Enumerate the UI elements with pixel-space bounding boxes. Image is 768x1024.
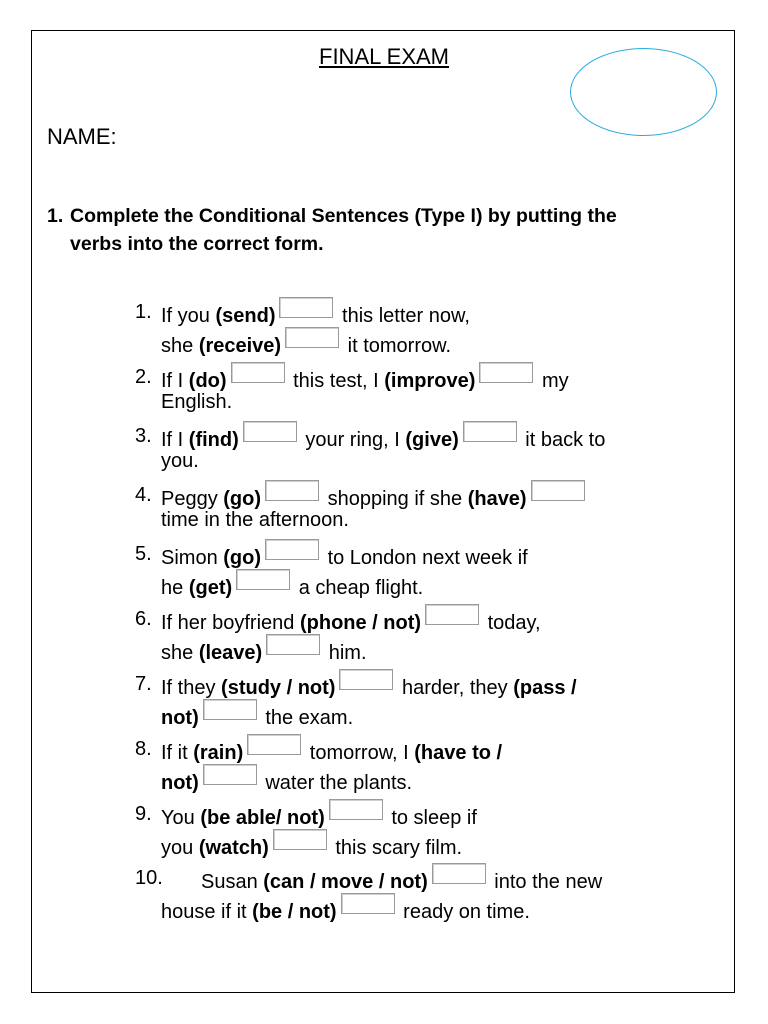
answer-blank[interactable] xyxy=(279,297,333,318)
question-text: you xyxy=(161,837,199,859)
answer-blank[interactable] xyxy=(339,669,393,690)
verb-prompt: (have to / xyxy=(414,742,503,764)
question-number: 10. xyxy=(135,867,163,889)
answer-blank[interactable] xyxy=(425,604,479,625)
verb-prompt: (can / move / not) xyxy=(263,871,428,893)
question-text: water the plants. xyxy=(259,772,413,794)
answer-blank[interactable] xyxy=(265,480,319,501)
answer-blank[interactable] xyxy=(203,699,257,720)
answer-blank[interactable] xyxy=(266,634,320,655)
question-number: 3. xyxy=(135,425,152,447)
verb-prompt: (rain) xyxy=(193,742,244,764)
verb-prompt: (have) xyxy=(467,488,527,510)
question-text: Peggy xyxy=(161,488,224,510)
question-text: your ring, I xyxy=(299,429,406,451)
verb-prompt: not) xyxy=(161,772,199,794)
question-line xyxy=(201,863,602,897)
answer-blank[interactable] xyxy=(341,893,395,914)
verb-prompt: (go) xyxy=(223,547,262,569)
question-text: a cheap flight. xyxy=(293,577,424,599)
question-line xyxy=(161,387,232,417)
question-text: this test, I xyxy=(287,370,385,392)
question-line xyxy=(161,634,367,668)
question-text: it back to xyxy=(519,429,606,451)
question-number: 5. xyxy=(135,543,152,565)
answer-blank[interactable] xyxy=(432,863,486,884)
exercise-text: Complete the Conditional Sentences (Type I) by putting the verbs into the correct form. xyxy=(70,205,617,255)
answer-blank[interactable] xyxy=(203,764,257,785)
verb-prompt: (do) xyxy=(188,370,227,392)
question-line xyxy=(161,829,462,863)
answer-blank[interactable] xyxy=(247,734,301,755)
question-number: 6. xyxy=(135,608,152,630)
question-text: tomorrow, I xyxy=(304,742,415,764)
verb-prompt: (improve) xyxy=(384,370,476,392)
question-text: to sleep if xyxy=(385,807,477,829)
question-number: 8. xyxy=(135,738,152,760)
question-text: it tomorrow. xyxy=(342,335,452,357)
question-text: Simon xyxy=(161,547,224,569)
question-text: shopping if she xyxy=(322,488,468,510)
verb-prompt: not) xyxy=(161,707,199,729)
verb-prompt: (give) xyxy=(405,429,459,451)
verb-prompt: (find) xyxy=(188,429,239,451)
question-line xyxy=(161,505,349,535)
question-number: 2. xyxy=(135,366,152,388)
verb-prompt: (be / not) xyxy=(252,901,337,923)
question-text: If you xyxy=(161,305,216,327)
question-line xyxy=(161,421,605,455)
question-text: ready on time. xyxy=(397,901,530,923)
question-line xyxy=(161,569,423,603)
question-text: this scary film. xyxy=(329,837,463,859)
answer-blank[interactable] xyxy=(265,539,319,560)
answer-blank[interactable] xyxy=(236,569,290,590)
verb-prompt: (watch) xyxy=(198,837,269,859)
question-text: him. xyxy=(323,642,367,664)
answer-blank[interactable] xyxy=(243,421,297,442)
answer-blank[interactable] xyxy=(463,421,517,442)
question-text: house if it xyxy=(161,901,253,923)
question-text: my xyxy=(536,370,569,392)
answer-blank[interactable] xyxy=(329,799,383,820)
question-text: If they xyxy=(161,677,222,699)
answer-blank[interactable] xyxy=(285,327,339,348)
question-number: 9. xyxy=(135,803,152,825)
question-text: this letter now, xyxy=(336,305,470,327)
question-line xyxy=(161,539,528,573)
question-line xyxy=(161,669,577,703)
question-text: English. xyxy=(161,391,233,413)
question-line xyxy=(161,734,502,768)
answer-blank[interactable] xyxy=(531,480,585,501)
answer-blank[interactable] xyxy=(231,362,285,383)
question-number: 4. xyxy=(135,484,152,506)
verb-prompt: (be able/ not) xyxy=(200,807,325,829)
question-text: you. xyxy=(161,450,199,472)
question-text: time in the afternoon. xyxy=(161,509,349,531)
question-text: If her boyfriend xyxy=(161,612,300,634)
question-line xyxy=(161,327,451,361)
question-line xyxy=(161,764,412,798)
name-label: NAME: xyxy=(47,124,117,149)
question-text: You xyxy=(161,807,201,829)
question-text: the exam. xyxy=(259,707,354,729)
verb-prompt: (leave) xyxy=(198,642,263,664)
verb-prompt: (send) xyxy=(215,305,276,327)
question-line xyxy=(161,446,199,476)
question-line xyxy=(161,604,541,638)
question-number: 7. xyxy=(135,673,152,695)
answer-blank[interactable] xyxy=(479,362,533,383)
question-line xyxy=(161,297,470,331)
answer-blank[interactable] xyxy=(273,829,327,850)
question-text: today, xyxy=(482,612,541,634)
question-text: If I xyxy=(161,370,189,392)
question-number: 1. xyxy=(135,301,152,323)
question-text: she xyxy=(161,642,199,664)
photo-placeholder-oval xyxy=(570,48,717,136)
question-text: to London next week if xyxy=(322,547,528,569)
question-text: into the new xyxy=(488,871,603,893)
verb-prompt: (receive) xyxy=(198,335,282,357)
question-line xyxy=(161,699,353,733)
question-line xyxy=(161,799,477,833)
question-text: Susan xyxy=(201,871,264,893)
verb-prompt: (go) xyxy=(223,488,262,510)
question-text: If I xyxy=(161,429,189,451)
exercise-number: 1. xyxy=(47,205,64,227)
question-text: he xyxy=(161,577,189,599)
verb-prompt: (study / not) xyxy=(221,677,336,699)
exercise-instruction xyxy=(47,202,627,258)
question-text: harder, they xyxy=(396,677,514,699)
question-line xyxy=(161,893,530,927)
question-text: she xyxy=(161,335,199,357)
question-text: If it xyxy=(161,742,194,764)
verb-prompt: (pass / xyxy=(513,677,577,699)
page-title: FINAL EXAM xyxy=(319,44,449,69)
verb-prompt: (get) xyxy=(188,577,233,599)
verb-prompt: (phone / not) xyxy=(299,612,422,634)
